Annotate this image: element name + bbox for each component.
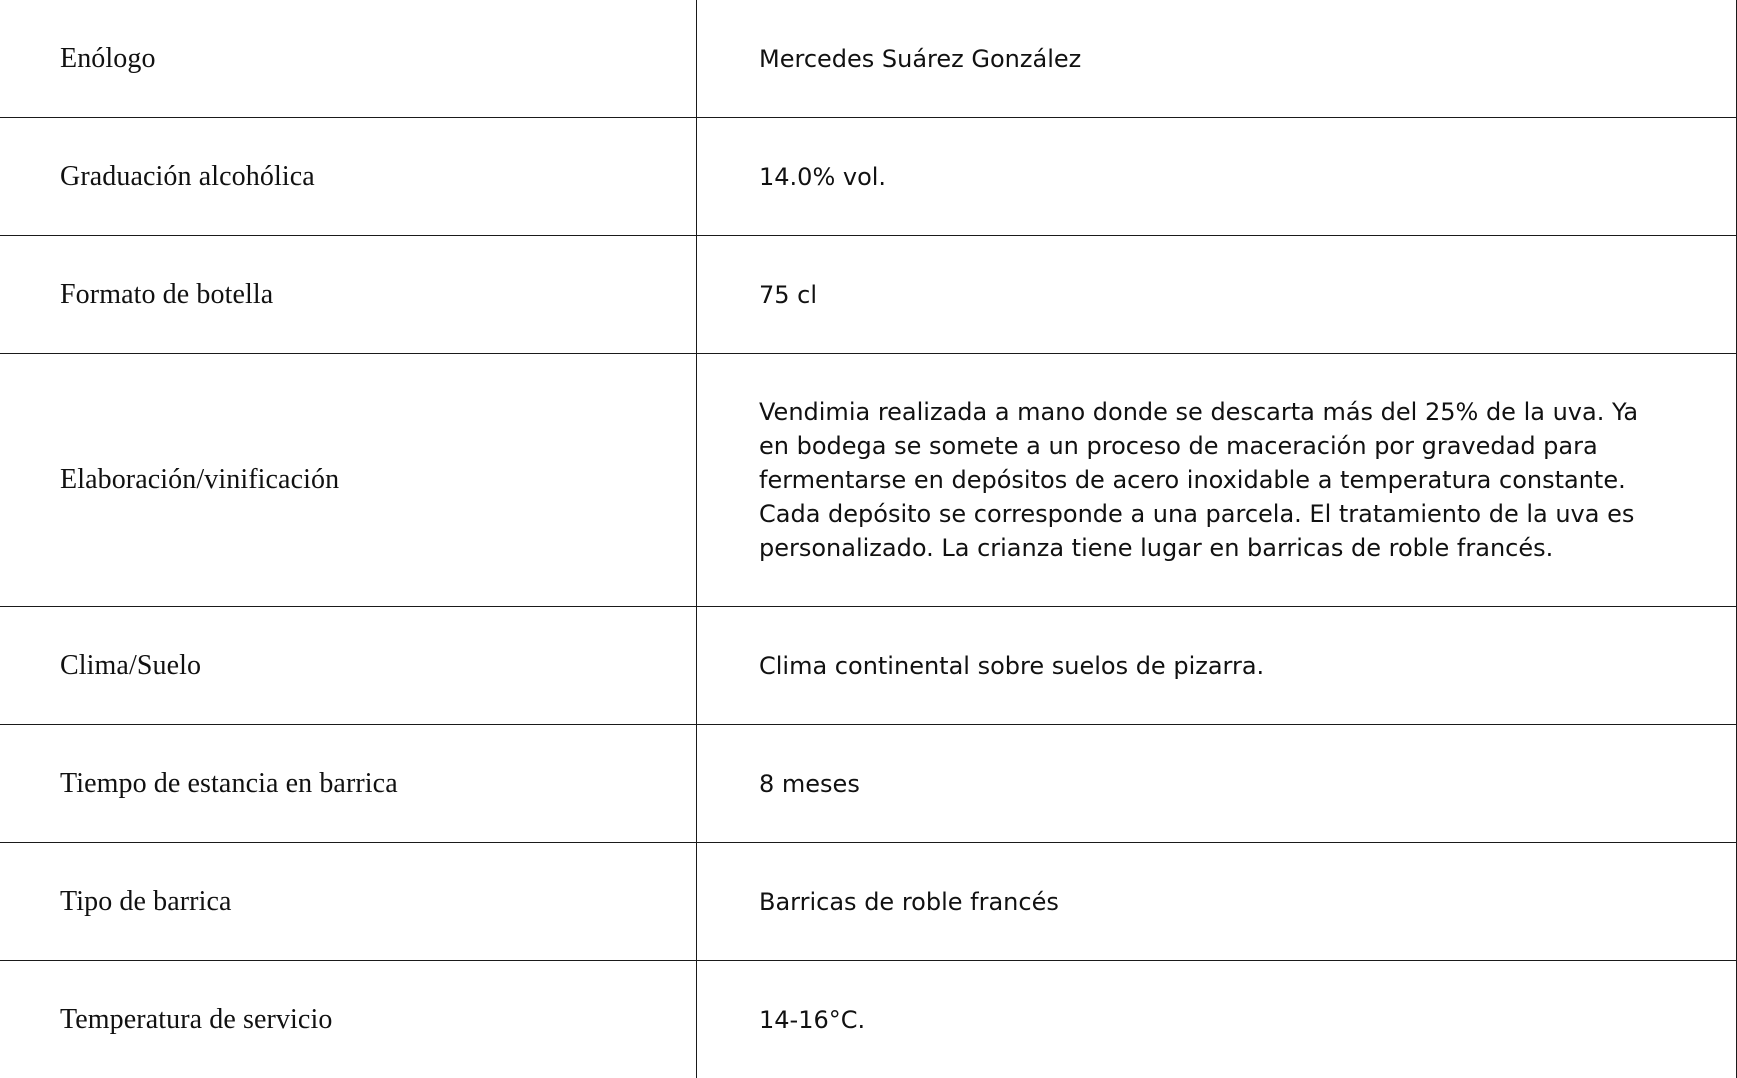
row-value-enologo: Mercedes Suárez González [697, 0, 1737, 118]
row-value-elaboracion: Vendimia realizada a mano donde se descarta más del 25% de la uva. Ya en bodega se somete a un proceso de maceración por gravedad para fermentarse en depósitos de acero inoxidable a temperatura constante. Cada depósito se corresponde a una parcela. El tratamiento de la uva es personalizado. La crianza tiene lugar en barricas de roble francés. [697, 354, 1737, 607]
row-label-tipo-barrica: Tipo de barrica [0, 843, 697, 961]
table-row [0, 843, 1737, 961]
row-label-elaboracion: Elaboración/vinificación [0, 354, 697, 607]
table-row [0, 118, 1737, 236]
row-label-tiempo-barrica: Tiempo de estancia en barrica [0, 725, 697, 843]
row-label-clima: Clima/Suelo [0, 607, 697, 725]
row-label-graduacion: Graduación alcohólica [0, 118, 697, 236]
row-value-graduacion: 14.0% vol. [697, 118, 1737, 236]
table-row [0, 961, 1737, 1078]
row-value-tiempo-barrica: 8 meses [697, 725, 1737, 843]
row-value-clima: Clima continental sobre suelos de pizarra. [697, 607, 1737, 725]
row-value-tipo-barrica: Barricas de roble francés [697, 843, 1737, 961]
table-row [0, 354, 1737, 607]
row-value-formato: 75 cl [697, 236, 1737, 354]
table-row [0, 236, 1737, 354]
row-label-formato: Formato de botella [0, 236, 697, 354]
table-row [0, 607, 1737, 725]
row-label-temperatura: Temperatura de servicio [0, 961, 697, 1078]
row-value-temperatura: 14-16°C. [697, 961, 1737, 1078]
table-row [0, 725, 1737, 843]
table-row [0, 0, 1737, 118]
row-label-enologo: Enólogo [0, 0, 697, 118]
